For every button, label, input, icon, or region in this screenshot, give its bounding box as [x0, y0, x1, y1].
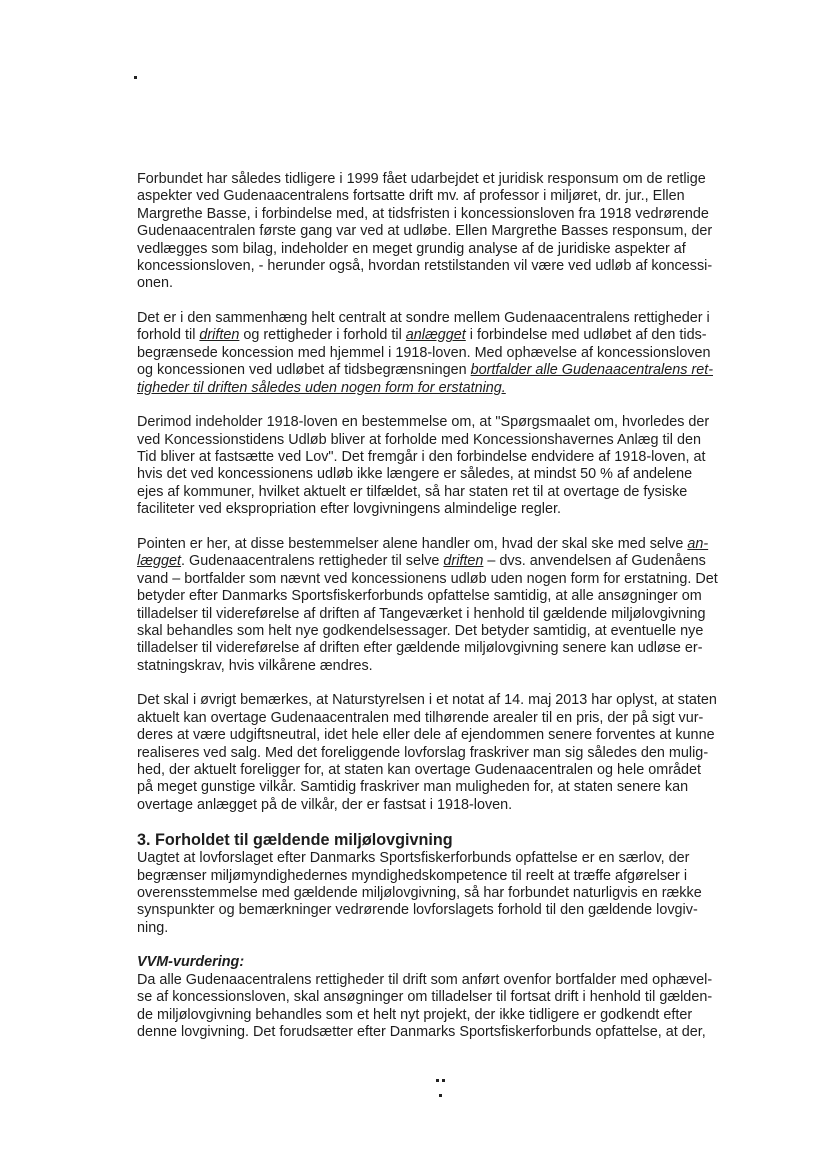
- text-segment: . Gudenaacentralens rettigheder til selve: [181, 553, 444, 570]
- emphasis-an: an-: [687, 535, 709, 552]
- text-line: deres at være udgiftsneutral, idet hele eller dele af ejendommen senere forventes at kunne: [137, 727, 715, 744]
- text-line: Det er i den sammenhæng helt centralt at sondre mellem Gudenaacentralens rettigheder i: [137, 310, 710, 327]
- text-line: aktuelt kan overtage Gudenaacentralen med tilhørende arealer til en pris, der på sigt vur-: [137, 709, 704, 726]
- text-line: skal behandles som helt nye godkendelsessager. Det betyder samtidig, at eventuelle nye: [137, 622, 704, 639]
- emphasis-bortfalder: bortfalder alle Gudenaacentralens ret-: [470, 362, 713, 379]
- text-line: begrænser miljømyndighedernes myndighedskompetence til reelt at træffe afgørelser i: [137, 867, 688, 884]
- paragraph-naturstyrelsen: [137, 692, 737, 814]
- text-line: faciliteter ved ekspropriation efter lovgivningens almindelige regler.: [137, 501, 561, 518]
- text-line: [137, 327, 737, 344]
- text-line: se af koncessionsloven, skal ansøgninger om tilladelser til fortsat drift i henhold til gælden-: [137, 989, 713, 1006]
- paragraph-pointen: [137, 536, 737, 675]
- text-line: ning.: [137, 919, 169, 936]
- text-line: synspunkter og bemærkninger vedrørende lovforslagets forhold til den gældende lovgiv-: [137, 902, 698, 919]
- text-line: Gudenaacentralen første gang var ved at udløbe. Ellen Margrethe Basses responsum, der: [137, 223, 713, 240]
- paragraph-vvm: [137, 972, 737, 1042]
- scan-speck: [442, 1079, 445, 1082]
- section-heading: 3. Forholdet til gældende miljølovgivning: [137, 831, 453, 850]
- text-segment: forhold til: [137, 327, 200, 344]
- text-line: overtage anlægget på de vilkår, der er fastsat i 1918-loven.: [137, 796, 513, 813]
- emphasis-anlaegget: anlægget: [405, 327, 466, 344]
- paragraph-saerlov: [137, 850, 737, 937]
- paragraph-1918-loven: [137, 414, 737, 518]
- text-line: Tid bliver at fastsætte ved Lov". Det fremgår i den forbindelse endvidere af 1918-loven, at: [137, 449, 706, 466]
- document-body: [137, 171, 737, 1059]
- text-line: begrænsede koncession med hjemmel i 1918-loven. Med ophævelse af koncessionsloven: [137, 344, 711, 361]
- text-line: Forbundet har således tidligere i 1999 fået udarbejdet et juridisk responsum om de retlige: [137, 171, 706, 187]
- text-line: Uagtet at lovforslaget efter Danmarks Sportsfiskerforbunds opfattelse er en særlov, der: [137, 850, 690, 867]
- scan-speck: [436, 1079, 439, 1082]
- paragraph-drift-anlaeg: [137, 310, 737, 397]
- text-line: på meget gunstige vilkår. Samtidig fraskriver man muligheden for, at staten senere kan: [137, 779, 689, 796]
- scan-speck: [134, 76, 137, 79]
- text-line: Derimod indeholder 1918-loven en bestemmelse om, at "Spørgsmaalet om, hvorledes der: [137, 414, 710, 431]
- text-line: denne lovgivning. Det forudsætter efter Danmarks Sportsfiskerforbunds opfattelse, at der,: [137, 1024, 706, 1040]
- text-line: aspekter ved Gudenaacentralens fortsatte drift mv. af professor i miljøret, dr. jur., Ellen: [137, 188, 685, 205]
- text-line: tilladelser til videreførelse af driften af Tangeværket i henhold til gældende miljølovgivning: [137, 605, 706, 622]
- emphasis-laegget: lægget: [137, 553, 182, 570]
- text-line: Margrethe Basse, i forbindelse med, at tidsfristen i koncessionsloven fra 1918 vedrørende: [137, 205, 709, 222]
- emphasis-line: tigheder til driften således uden nogen form for erstatning.: [137, 379, 506, 396]
- text-line: ejes af kommuner, hvilket aktuelt er tilfældet, så har staten ret til at overtage de fysiske: [137, 483, 688, 500]
- text-segment: Pointen er her, at disse bestemmelser alene handler om, hvad der skal ske med selve: [137, 535, 688, 552]
- text-line: betyder efter Danmarks Sportsfiskerforbunds opfattelse samtidig, at alle ansøgninger om: [137, 588, 702, 605]
- text-line: Det skal i øvrigt bemærkes, at Naturstyrelsen i et notat af 14. maj 2013 har oplyst, at staten: [137, 692, 717, 709]
- text-line: tilladelser til videreførelse af driften efter gældende miljølovgivning senere kan udløse er-: [137, 640, 703, 657]
- text-line: koncessionsloven, - herunder også, hvordan retstilstanden vil være ved udløb af koncessi-: [137, 258, 713, 275]
- text-segment: og rettigheder i forhold til: [239, 327, 406, 344]
- text-line: hvis det ved koncessionens udløb ikke længere er således, at mindst 50 % af andelene: [137, 466, 693, 483]
- emphasis-driften: driften: [443, 553, 484, 570]
- text-line: Da alle Gudenaacentralens rettigheder til drift som anført ovenfor bortfalder med ophævel-: [137, 971, 713, 988]
- text-line: [137, 553, 737, 570]
- emphasis-driften: driften: [199, 327, 240, 344]
- text-segment: og koncessionen ved udløbet af tidsbegrænsningen: [137, 362, 471, 379]
- text-line: statningskrav, hvis vilkårene ændres.: [137, 657, 373, 674]
- text-line: vedlægges som bilag, indeholder en meget grundig analyse af de juridiske aspekter af: [137, 240, 686, 257]
- text-line: vand – bortfalder som nævnt ved koncessionens udløb uden nogen form for erstatning. Det: [137, 570, 718, 587]
- text-line: overensstemmelse med gældende miljølovgivning, så har forbundet naturligvis en række: [137, 884, 702, 901]
- subheading-vvm: VVM-vurdering:: [137, 954, 245, 971]
- paragraph-responsum: [137, 171, 737, 293]
- text-line: [137, 362, 737, 379]
- text-line: hed, der aktuelt foreligger for, at staten kan overtage Gudenaacentralen og hele området: [137, 761, 702, 778]
- text-line: onen.: [137, 275, 174, 292]
- text-line: ved Koncessionstidens Udløb bliver at forholde med Koncessionshavernes Anlæg til den: [137, 431, 701, 448]
- scan-speck: [439, 1094, 442, 1097]
- text-line: de miljølovgivning behandles som et helt nyt projekt, der ikke tidligere er godkendt efter: [137, 1006, 693, 1023]
- text-segment: i forbindelse med udløbet af den tids-: [465, 327, 707, 344]
- text-segment: – dvs. anvendelsen af Gudenåens: [483, 553, 706, 570]
- text-line: [137, 536, 737, 553]
- text-line: realiseres ved salg. Med det foreliggende lovforslag fraskriver man sig således den mulig-: [137, 744, 709, 761]
